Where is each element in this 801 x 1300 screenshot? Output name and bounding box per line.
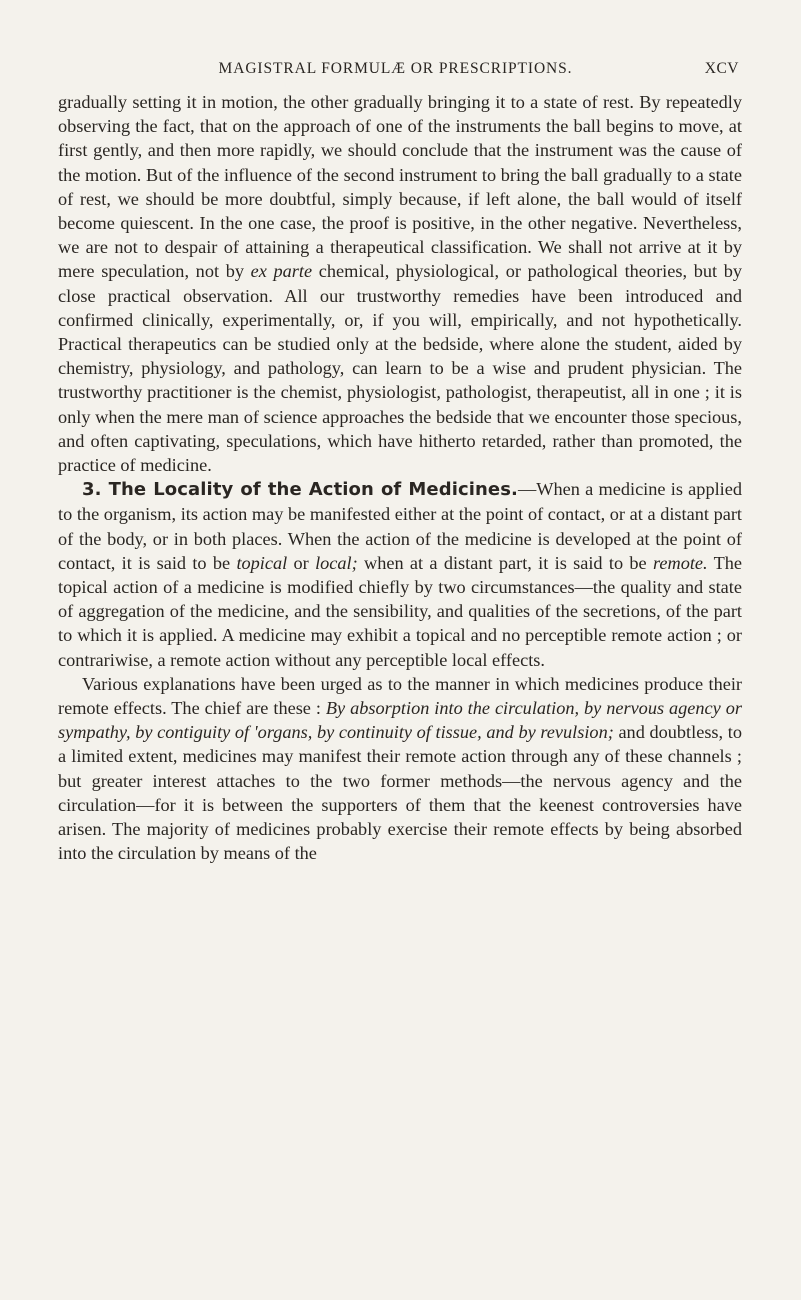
italic-run: remote. — [652, 552, 708, 573]
text-run: when at a distant part, it is said to be — [357, 552, 653, 573]
text-run: and doubtless, to a limited extent, medicines may manifest their remote action through any of these channels ; but greater interest attaches to the two former methods—the nervous agency and the circulation—for it is between the supporters of them that the keenest controversies have arisen. The majority of medicines probably exercise their remote effects by being absorbed into the circulation by means of the — [58, 722, 742, 864]
text-run: The topical action of a medicine is modified chiefly by two circumstances—the quality and state of aggregation of the medicine, and the sensibility, and qualities of the secretions, of the part to which it is applied. A medicine may exhibit a topical and no perceptible remote action ; or contrariwise, a remote action without any perceptible local effects. — [58, 552, 742, 670]
italic-run: topical — [236, 552, 288, 573]
italic-run: ex parte — [250, 261, 313, 282]
running-head — [52, 60, 739, 82]
text-run: —When a medicine is applied to the organism, its action may be manifested either at the point of contact, or at a distant part of the body, or in both places. When the action of the medicine is developed at the point of contact, it is said to be — [58, 479, 742, 573]
running-head-title: MAGISTRAL FORMULÆ OR PRESCRIPTIONS. — [218, 60, 573, 77]
section-heading: 3. The Locality of the Action of Medicines. — [82, 479, 518, 501]
italic-run: By absorption into the circulation, by nervous agency or sympathy, by contiguity of 'organs, by continuity of tissue, and by revulsion; — [58, 698, 742, 743]
paragraph-remote-effects — [58, 672, 742, 866]
text-run: chemical, physiological, or pathological theories, but by close practical observation. All our trustworthy remedies have been introduced and confirmed clinically, experimentally, or, if you will, empirically, and not hypothetically. Practical therapeutics can be studied only at the bedside, where alone the student, aided by chemistry, physiology, and pathology, can learn to be a wise and prudent physician. The trustworthy practitioner is the chemist, physiologist, pathologist, therapeutist, all in one ; it is only when the mere man of science approaches the bedside that we encounter those specious, and often captivating, speculations, which have hitherto retarded, rather than promoted, the practice of medicine. — [58, 261, 742, 476]
italic-run: local; — [315, 552, 358, 573]
text-run: gradually setting it in motion, the other gradually bringing it to a state of rest. By repeatedly observing the fact, that on the approach of one of the instruments the ball begins to move, at first gently, and then more rapidly, we should conclude that the instrument was the cause of the motion. But of the influence of the second instrument to bring the ball gradually to a state of rest, we should be more doubtful, simply because, if left alone, the ball would of itself become quiescent. In the one case, the proof is positive, in the other negative. Nevertheless, we are not to despair of attaining a therapeutical classification. We shall not arrive at it by mere speculation, not by — [58, 92, 742, 282]
text-run: Various explanations have been urged as to the manner in which medicines produce their remote effects. The chief are these : — [58, 673, 742, 719]
page-number: XCV — [704, 60, 739, 77]
paragraph-locality-of-action — [58, 477, 742, 672]
body-text — [58, 90, 742, 866]
text-run: or — [287, 552, 316, 573]
paragraph-continuation — [58, 90, 742, 477]
